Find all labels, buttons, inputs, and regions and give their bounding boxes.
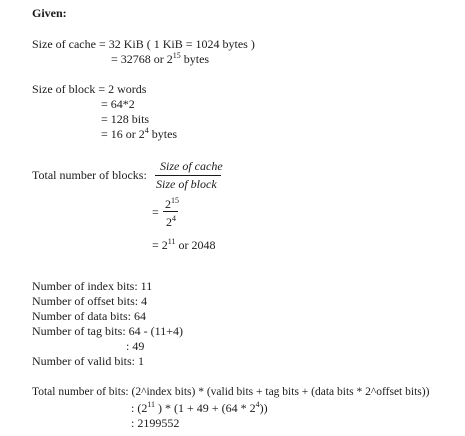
total-bits-result: : 2199552 — [131, 416, 180, 430]
fraction-bar — [155, 175, 221, 176]
data-bits: Number of data bits: 64 — [32, 309, 146, 323]
block-size-line: Size of block = 2 words — [32, 82, 147, 96]
block-size-step1: = 64*2 — [101, 97, 135, 111]
offset-bits: Number of offset bits: 4 — [32, 294, 148, 308]
step2-denominator: $2^4$ — [166, 214, 176, 229]
cache-size-line: Size of cache = 32 KiB ( 1 KiB = 1024 bytes ) — [32, 37, 255, 51]
step2-numerator: $2^{15}$ — [165, 196, 179, 211]
total-bits-substitution: : ($2^{11}$ ) * $(1 + 49 + (64 * 2^4))$ — [131, 400, 268, 415]
valid-bits: Number of valid bits: 1 — [32, 354, 144, 368]
tag-bits-result: : 49 — [126, 339, 145, 353]
step2-fraction-bar — [163, 211, 178, 212]
block-size-step2: = 128 bits — [101, 112, 150, 126]
fraction-denominator: Size of block — [156, 177, 217, 191]
total-bits-formula: Total number of bits: (2^index bits) * (valid bits + tag bits + (data bits * 2^offset bits)) — [32, 386, 430, 398]
step2-equals: = — [152, 205, 159, 219]
block-size-step3: = 16 or $2^4$ bytes — [101, 126, 178, 141]
fraction-numerator: Size of cache — [160, 159, 223, 173]
heading: Given: — [32, 6, 67, 20]
index-bits: Number of index bits: 11 — [32, 279, 153, 293]
tag-bits: Number of tag bits: 64 - (11+4) — [32, 324, 183, 338]
total-blocks-label: Total number of blocks: — [32, 168, 147, 182]
step3-result: = $2^{11}$ or 2048 — [152, 237, 216, 252]
cache-size-result: = 32768 or $2^{15}$ bytes — [111, 51, 210, 66]
